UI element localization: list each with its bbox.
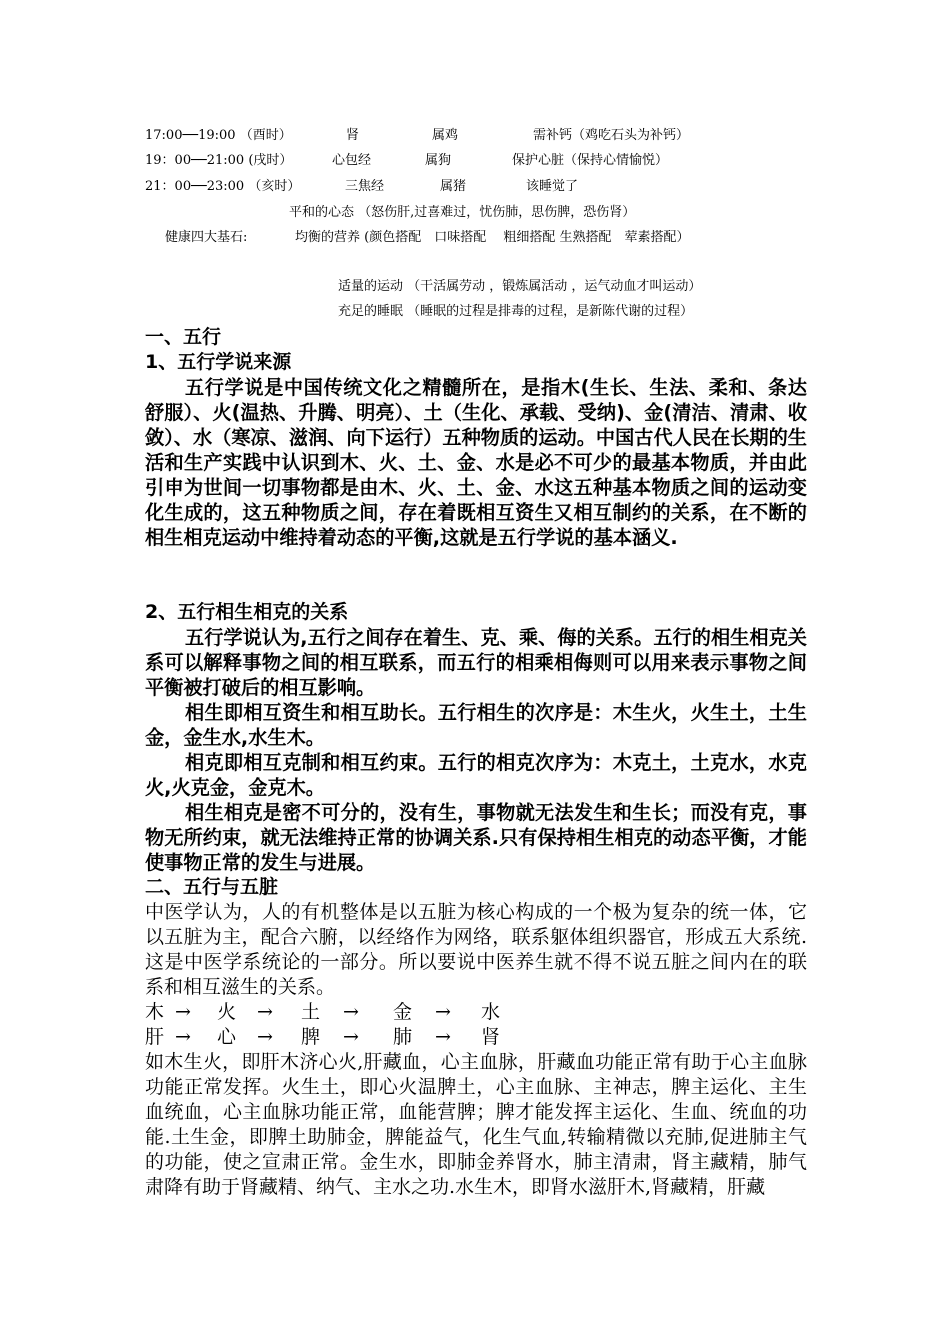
cornerstone-sleep: 充足的睡眠 （睡眠的过程是排毒的过程，是新陈代谢的过程） <box>338 304 694 319</box>
schedule-zodiac-2: 属狗 <box>425 153 452 168</box>
arrow: → <box>343 1026 359 1048</box>
organ-lung: 肺 <box>393 1026 413 1048</box>
paragraph-organs-intro: 中医学认为，人的有机整体是以五脏为核心构成的一个极为复杂的统一体，它以五脏为主，配合六腑，以经络作为网络，联系躯体组织器官，形成五大系统.这是中医学系统论的一部分。所以要说中医养生就不得不说五脏之间内在的联系和相互滋生的关系。 <box>145 901 807 998</box>
arrow: → <box>175 1001 191 1023</box>
paragraph-origin: 五行学说是中国传统文化之精髓所在，是指木(生长、生法、柔和、条达舒服）、火(温热、升腾、明亮）、土（生化、承载、受纳)、金(清洁、清肃、收敛）、水（寒凉、滋润、向下运行）五种物质的运动。中国古代人民在长期的生活和生产实践中认识到木、火、土、金、水是必不可少的最基本物质，并由此引申为世间一切事物都是由木、火、土、金、水这五种基本物质之间的运动变化生成的，这五种物质之间，存在着既相互资生又相互制约的关系，在不断的相生相克运动中维持着动态的平衡,这就是五行学说的基本涵义. <box>145 376 807 549</box>
elements-sequence <box>145 1000 525 1025</box>
schedule-organ-1: 肾 <box>346 128 360 143</box>
paragraph-relations-4: 相生相克是密不可分的，没有生，事物就无法发生和生长；而没有克，事物无所约束，就无法维持正常的协调关系.只有保持相生相克的动态平衡，才能使事物正常的发生与进展。 <box>145 801 807 874</box>
organ-kidney: 肾 <box>481 1026 501 1048</box>
cornerstone-exercise: 适量的运动 （干活属劳动 ，锻炼属活动 ，运气动血才叫运动） <box>338 279 702 294</box>
organ-spleen: 脾 <box>301 1026 321 1048</box>
cornerstones-label: 健康四大基石: <box>165 230 248 245</box>
schedule-time-2: 19：00──21:00 (戌时） <box>145 153 293 168</box>
schedule-note-1: 需补钙（鸡吃石头为补钙） <box>533 128 690 143</box>
element-metal: 金 <box>393 1001 413 1023</box>
cornerstone-nutrition: 均衡的营养 (颜色搭配 口味搭配 粗细搭配 生熟搭配 荤素搭配） <box>295 230 690 245</box>
schedule-zodiac-1: 属鸡 <box>432 128 459 143</box>
arrow: → <box>257 1026 273 1048</box>
organ-liver: 肝 <box>145 1026 165 1048</box>
schedule-organ-3: 三焦经 <box>345 179 385 194</box>
schedule-time-1: 17:00──19:00 （酉时） <box>145 128 292 143</box>
paragraph-relations-2: 相生即相互资生和相互助长。五行相生的次序是：木生火，火生土，土生金，金生水,水生木。 <box>145 701 807 749</box>
element-water: 水 <box>481 1001 501 1023</box>
organs-sequence <box>145 1025 525 1050</box>
subheading-relations: 2、五行相生相克的关系 <box>145 601 349 623</box>
schedule-note-3: 该睡觉了 <box>526 179 579 194</box>
schedule-time-3: 21：00──23:00 （亥时） <box>145 179 301 194</box>
arrow: → <box>257 1001 273 1023</box>
element-wood: 木 <box>145 1001 165 1023</box>
schedule-zodiac-3: 属猪 <box>440 179 467 194</box>
arrow: → <box>175 1026 191 1048</box>
element-fire: 火 <box>217 1001 237 1023</box>
paragraph-relations-3: 相克即相互克制和相互约束。五行的相克次序为：木克土，土克水，水克火,火克金，金克木。 <box>145 751 807 799</box>
organ-heart: 心 <box>217 1026 237 1048</box>
element-earth: 土 <box>301 1001 321 1023</box>
section-heading-five-elements: 一、五行 <box>145 326 222 348</box>
schedule-note-2: 保护心脏（保持心情愉悦） <box>512 153 669 168</box>
arrow: → <box>435 1026 451 1048</box>
subheading-origin: 1、五行学说来源 <box>145 351 292 373</box>
arrow: → <box>435 1001 451 1023</box>
schedule-organ-2: 心包经 <box>332 153 372 168</box>
paragraph-relations-1: 五行学说认为,五行之间存在着生、克、乘、侮的关系。五行的相生相克关系可以解释事物之间的相互联系，而五行的相乘相侮则可以用来表示事物之间平衡被打破后的相互影响。 <box>145 626 807 699</box>
cornerstone-mind: 平和的心态 （怒伤肝,过喜难过，忧伤肺，思伤脾，恐伤肾） <box>289 205 636 220</box>
section-heading-organs: 二、五行与五脏 <box>145 876 279 898</box>
arrow: → <box>343 1001 359 1023</box>
paragraph-organs-body: 如木生火，即肝木济心火,肝藏血，心主血脉，肝藏血功能正常有助于心主血脉功能正常发挥。火生土，即心火温脾土，心主血脉、主神志，脾主运化、主生血统血，心主血脉功能正常，血能营脾；脾才能发挥主运化、生血、统血的功能.土生金，即脾土助肺金，脾能益气，化生气血,转输精微以充肺,促进肺主气的功能，使之宣肃正常。金生水，即肺金养肾水，肺主清肃，肾主藏精，肺气肃降有助于肾藏精、纳气、主水之功.水生木，即肾水滋肝木,肾藏精，肝藏 <box>145 1051 807 1198</box>
